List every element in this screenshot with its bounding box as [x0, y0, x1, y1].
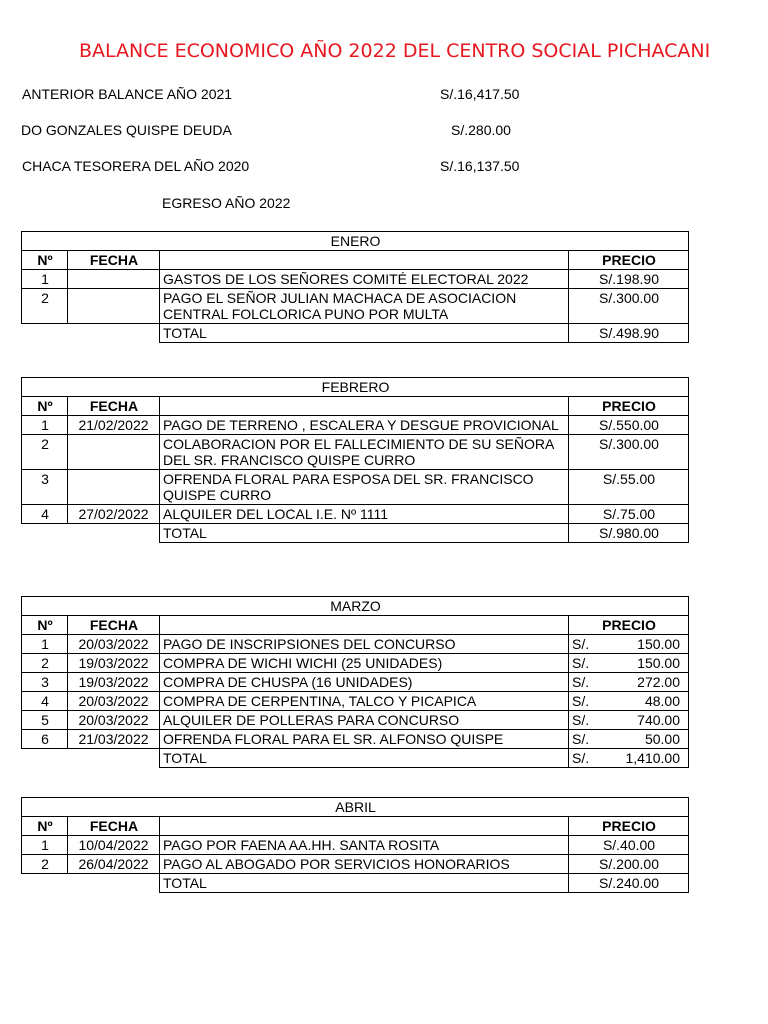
currency-symbol: S/.: [572, 636, 590, 652]
header-no: Nº: [22, 616, 68, 635]
price-value: 740.00: [637, 712, 680, 728]
total-amount: S/.240.00: [569, 874, 689, 893]
row-description: PAGO AL ABOGADO POR SERVICIOS HONORARIOS: [160, 855, 569, 874]
table-row: [22, 416, 689, 435]
table-row: [22, 730, 689, 749]
total-amount: [569, 749, 689, 768]
total-amount: S/.498.90: [569, 324, 689, 343]
row-description: COMPRA DE WICHI WICHI (25 UNIDADES): [160, 654, 569, 673]
header-date: FECHA: [68, 251, 160, 270]
currency-symbol: S/.: [572, 731, 590, 747]
table-row: [22, 711, 689, 730]
header-price: PRECIO: [569, 817, 689, 836]
total-row: [22, 524, 689, 543]
summary-label: ANTERIOR BALANCE AÑO 2021: [22, 86, 233, 102]
total-row: [22, 749, 689, 768]
row-number: 3: [22, 470, 68, 505]
row-price: [569, 730, 689, 749]
total-row: [22, 874, 689, 893]
header-price: PRECIO: [569, 397, 689, 416]
row-price: S/.300.00: [569, 435, 689, 470]
table-row: [22, 692, 689, 711]
row-number: 2: [22, 855, 68, 874]
month-name: ABRIL: [22, 798, 689, 817]
header-date: FECHA: [68, 616, 160, 635]
row-price: S/.75.00: [569, 505, 689, 524]
currency-symbol: S/.: [572, 655, 590, 671]
month-table-2: [21, 596, 689, 768]
row-description: PAGO POR FAENA AA.HH. SANTA ROSITA: [160, 836, 569, 855]
summary-amount: S/.16,137.50: [440, 158, 520, 174]
summary-line: [0, 122, 768, 140]
currency-symbol: S/.: [572, 750, 590, 766]
row-number: 4: [22, 692, 68, 711]
row-number: 2: [22, 289, 68, 324]
header-desc: [160, 817, 569, 836]
header-price: PRECIO: [569, 251, 689, 270]
month-name: FEBRERO: [22, 378, 689, 397]
egreso-heading: EGRESO AÑO 2022: [162, 195, 291, 211]
row-price: S/.198.90: [569, 270, 689, 289]
total-label: TOTAL: [160, 874, 569, 893]
month-name: ENERO: [22, 232, 689, 251]
summary-line: [0, 158, 768, 176]
table-row: [22, 673, 689, 692]
price-value: 150.00: [637, 655, 680, 671]
currency-symbol: S/.: [572, 674, 590, 690]
row-number: 2: [22, 435, 68, 470]
row-date: [68, 470, 160, 505]
row-date: [68, 435, 160, 470]
row-description: OFRENDA FLORAL PARA EL SR. ALFONSO QUISPE: [160, 730, 569, 749]
row-date: 19/03/2022: [68, 673, 160, 692]
month-table-0: [21, 231, 689, 343]
table-row: [22, 289, 689, 324]
summary-amount: S/.16,417.50: [440, 86, 520, 102]
page-title: BALANCE ECONOMICO AÑO 2022 DEL CENTRO SOCIAL PICHACANI: [79, 40, 711, 62]
row-date: 26/04/2022: [68, 855, 160, 874]
total-value: 1,410.00: [625, 750, 680, 766]
row-number: 3: [22, 673, 68, 692]
month-table-3: [21, 797, 689, 893]
month-table-1: [21, 377, 689, 543]
header-desc: [160, 397, 569, 416]
row-price: [569, 692, 689, 711]
row-description: GASTOS DE LOS SEÑORES COMITÉ ELECTORAL 2022: [160, 270, 569, 289]
row-price: [569, 673, 689, 692]
row-description: PAGO DE TERRENO , ESCALERA Y DESGUE PROVICIONAL: [160, 416, 569, 435]
row-description: OFRENDA FLORAL PARA ESPOSA DEL SR. FRANCISCO QUISPE CURRO: [160, 470, 569, 505]
header-desc: [160, 251, 569, 270]
header-desc: [160, 616, 569, 635]
header-date: FECHA: [68, 817, 160, 836]
row-date: [68, 270, 160, 289]
row-number: 1: [22, 416, 68, 435]
row-price: S/.550.00: [569, 416, 689, 435]
row-description: ALQUILER DEL LOCAL I.E. Nº 1111: [160, 505, 569, 524]
row-description: COLABORACION POR EL FALLECIMIENTO DE SU SEÑORA DEL SR. FRANCISCO QUISPE CURRO: [160, 435, 569, 470]
row-date: 27/02/2022: [68, 505, 160, 524]
header-date: FECHA: [68, 397, 160, 416]
row-date: 20/03/2022: [68, 635, 160, 654]
row-number: 2: [22, 654, 68, 673]
row-price: [569, 711, 689, 730]
price-value: 150.00: [637, 636, 680, 652]
row-number: 4: [22, 505, 68, 524]
row-date: 21/02/2022: [68, 416, 160, 435]
total-label: TOTAL: [160, 324, 569, 343]
table-row: [22, 654, 689, 673]
total-label: TOTAL: [160, 524, 569, 543]
month-name: MARZO: [22, 597, 689, 616]
row-description: COMPRA DE CHUSPA (16 UNIDADES): [160, 673, 569, 692]
row-price: S/.40.00: [569, 836, 689, 855]
row-description: ALQUILER DE POLLERAS PARA CONCURSO: [160, 711, 569, 730]
total-row: [22, 324, 689, 343]
row-date: 20/03/2022: [68, 692, 160, 711]
header-no: Nº: [22, 251, 68, 270]
total-amount: S/.980.00: [569, 524, 689, 543]
table-row: [22, 635, 689, 654]
table-row: [22, 855, 689, 874]
row-price: S/.200.00: [569, 855, 689, 874]
row-date: 20/03/2022: [68, 711, 160, 730]
currency-symbol: S/.: [572, 693, 590, 709]
summary-label: DO GONZALES QUISPE DEUDA: [21, 122, 232, 138]
row-number: 1: [22, 635, 68, 654]
row-number: 1: [22, 836, 68, 855]
table-row: [22, 270, 689, 289]
total-label: TOTAL: [160, 749, 569, 768]
price-value: 50.00: [644, 731, 680, 747]
row-price: S/.55.00: [569, 470, 689, 505]
header-no: Nº: [22, 397, 68, 416]
row-description: COMPRA DE CERPENTINA, TALCO Y PICAPICA: [160, 692, 569, 711]
row-date: [68, 289, 160, 324]
table-row: [22, 505, 689, 524]
row-number: 6: [22, 730, 68, 749]
summary-label: CHACA TESORERA DEL AÑO 2020: [22, 158, 250, 174]
row-price: S/.300.00: [569, 289, 689, 324]
row-date: 21/03/2022: [68, 730, 160, 749]
row-number: 1: [22, 270, 68, 289]
row-number: 5: [22, 711, 68, 730]
row-description: PAGO DE INSCRIPSIONES DEL CONCURSO: [160, 635, 569, 654]
row-date: 19/03/2022: [68, 654, 160, 673]
price-value: 48.00: [644, 693, 680, 709]
header-price: PRECIO: [569, 616, 689, 635]
header-no: Nº: [22, 817, 68, 836]
table-row: [22, 435, 689, 470]
currency-symbol: S/.: [572, 712, 590, 728]
row-price: [569, 654, 689, 673]
row-price: [569, 635, 689, 654]
row-description: PAGO EL SEÑOR JULIAN MACHACA DE ASOCIACION CENTRAL FOLCLORICA PUNO POR MULTA: [160, 289, 569, 324]
table-row: [22, 470, 689, 505]
row-date: 10/04/2022: [68, 836, 160, 855]
summary-line: [0, 86, 768, 104]
table-row: [22, 836, 689, 855]
summary-amount: S/.280.00: [451, 122, 511, 138]
price-value: 272.00: [637, 674, 680, 690]
